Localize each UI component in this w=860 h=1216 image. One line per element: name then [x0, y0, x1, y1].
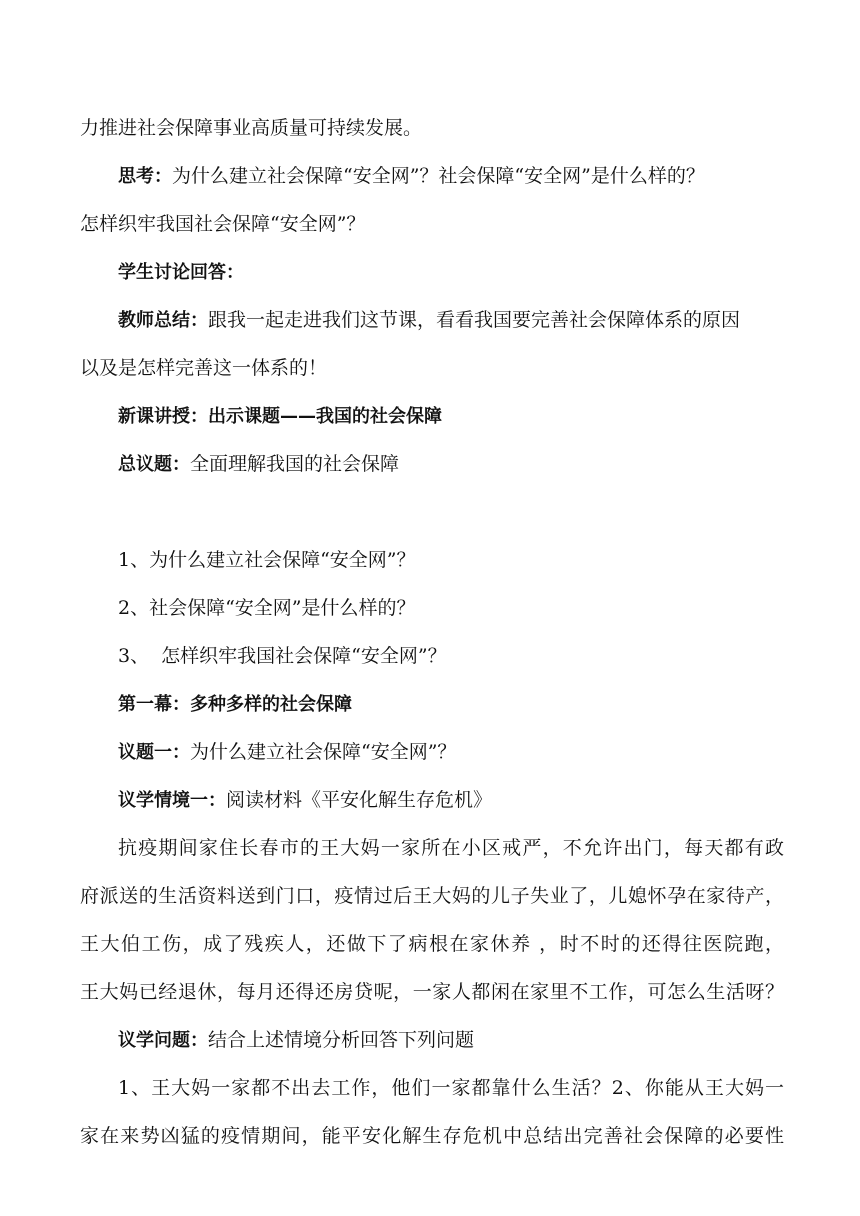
think-line [80, 152, 784, 200]
student-line [80, 248, 784, 296]
student-label: 学生讨论回答： [118, 262, 244, 283]
question-3: 3、 怎样织牢我国社会保障“安全网”？ [118, 645, 447, 667]
teacher-label: 教师总结： [118, 310, 208, 331]
issue1-text: 为什么建立社会保障“安全网”？ [190, 741, 457, 763]
qa-line [80, 1016, 784, 1064]
new-lesson-heading: 新课讲授：出示课题——我国的社会保障 [118, 406, 442, 427]
paragraph-line: 王大伯工伤，成了残疾人，还做下了病根在家休养 ，时不时的还得往医院跑， [80, 933, 784, 955]
issue1-label: 议题一： [118, 742, 190, 763]
think-continuation: 怎样织牢我国社会保障“安全网”？ [80, 213, 366, 235]
think-text: 为什么建立社会保障“安全网”？社会保障“安全网”是什么样的？ [172, 165, 705, 187]
topic-line [80, 440, 784, 488]
act1-line [80, 680, 784, 728]
paragraph-line: 力推进社会保障事业高质量可持续发展。 [80, 117, 423, 139]
paragraph-line: 王大妈已经退休，每月还得还房贷呢，一家人都闲在家里不工作，可怎么生活呀？ [80, 981, 784, 1003]
scene1-label: 议学情境一： [118, 790, 226, 811]
scene1-text: 阅读材料《平安化解生存危机》 [226, 789, 493, 811]
topic-text: 全面理解我国的社会保障 [190, 453, 400, 475]
blank-line [80, 488, 784, 536]
paragraph-line: 家在来势凶猛的疫情期间，能平安化解生存危机中总结出完善社会保障的必要性 [80, 1125, 784, 1147]
question-1: 1、为什么建立社会保障“安全网”？ [118, 549, 416, 571]
qa-label: 议学问题： [118, 1030, 208, 1051]
scene1-line [80, 776, 784, 824]
new-lesson-line [80, 392, 784, 440]
topic-label: 总议题： [118, 454, 190, 475]
paragraph-line: 抗疫期间家住长春市的王大妈一家所在小区戒严，不允许出门，每天都有政 [118, 837, 784, 859]
teacher-continuation: 以及是怎样完善这一体系的！ [80, 357, 328, 379]
teacher-text: 跟我一起走进我们这节课，看看我国要完善社会保障体系的原因 [208, 309, 741, 331]
act1-heading: 第一幕：多种多样的社会保障 [118, 694, 352, 715]
document-page [80, 104, 784, 1160]
teacher-line [80, 296, 784, 344]
think-label: 思考： [118, 166, 172, 187]
issue1-line [80, 728, 784, 776]
paragraph-line: 1、王大妈一家都不出去工作，他们一家都靠什么生活？2、你能从王大妈一 [118, 1077, 784, 1099]
qa-text: 结合上述情境分析回答下列问题 [208, 1029, 475, 1051]
question-2: 2、社会保障“安全网”是什么样的？ [118, 597, 416, 619]
paragraph-line: 府派送的生活资料送到门口，疫情过后王大妈的儿子失业了，儿媳怀孕在家待产， [80, 885, 784, 907]
